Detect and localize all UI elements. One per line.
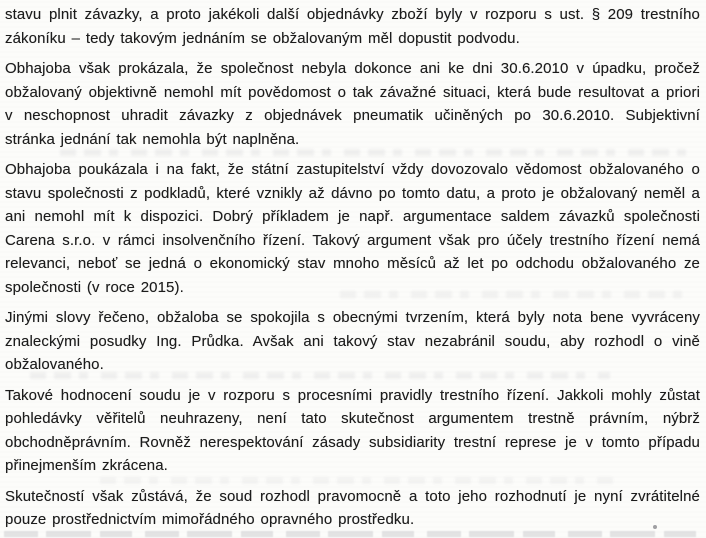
- paragraph-2: Obhajoba však prokázala, že společnost nebyla dokonce ani ke dni 30.6.2010 v úpadku, pročež obžalovaný objektivně nemohl mít povědomost o tak závažné situaci, která bude resultovat a priori v neschopnost uhradit závazky z objednávek pneumatik učiněných po 30.6.2010. Subjektivní stránka jednání tak nemohla být naplněna.: [5, 60, 700, 148]
- paragraph-6: Skutečností však zůstává, že soud rozhodl pravomocně a toto jeho rozhodnutí je nyní zvrátitelné pouze prostřednictvím mimořádného opravného prostředku.: [5, 487, 700, 528]
- paragraph-5: Takové hodnocení soudu je v rozporu s procesními pravidly trestního řízení. Jakkoli mohly zůstat pohledávky věřitelů neuhrazeny, není tato skutečnost argumentem trestně právním, nýbrž obchodněprávním. Rovněž nerespektování zásady subsidiarity trestní represe je v tomto případu přinejmenším zkrácena.: [5, 386, 700, 474]
- paragraph-4: Jinými slovy řečeno, obžaloba se spokojila s obecnými tvrzením, která byly nota bene vyvráceny znaleckými posudky Ing. Průdka. Avšak ani takový stav nezabránil soudu, aby rozhodl o vině obžalovaného.: [5, 309, 700, 373]
- scan-bleed-through-line: [30, 372, 610, 379]
- scan-speck: [653, 525, 657, 529]
- paragraph-3: Obhajoba poukázala i na fakt, že státní zastupitelství vždy dovozovalo vědomost obžalovaného o stavu společnosti z podkladů, které vznikly až dávno po tomto datu, a proto je obžalovaný neměl a ani nemohl mít k dispozici. Dobrý příkladem je např. argumentace saldem závazků společnosti Carena s.r.o. v rámci insolvenčního řízení. Takový argument však pro účely trestního řízení nemá relevanci, neboť se jedná o ekonomický stav mnoho měsíců až let po odchodu obžalovaného ze společnosti (v roce 2015).: [5, 161, 700, 296]
- scan-bleed-through-line: [340, 291, 690, 298]
- scan-bleed-through-line: [100, 477, 620, 484]
- paragraph-1: stavu plnit závazky, a proto jakékoli další objednávky zboží byly v rozporu s ust. § 209 trestního zákoníku – tedy takovým jednáním se obžalovaným měl dopustit podvodu.: [5, 6, 700, 47]
- scan-bleed-through-line: [60, 149, 690, 156]
- bottom-cutoff-text-line: [4, 531, 702, 537]
